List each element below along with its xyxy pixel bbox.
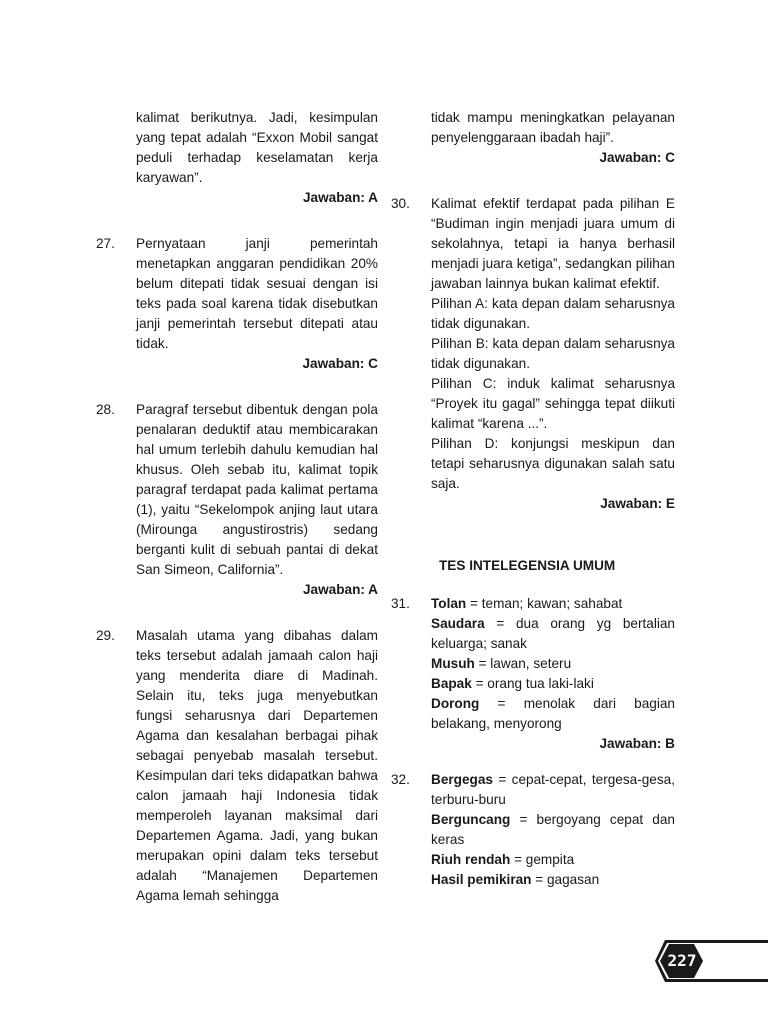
option-a-note: Pilihan A: kata depan dalam seharusnya tidak digunakan. xyxy=(431,296,675,331)
definition-line xyxy=(431,694,675,734)
answer-item-31 xyxy=(391,594,675,754)
definition: = gempita xyxy=(510,852,575,867)
definition-line xyxy=(431,674,675,694)
item-number: 29. xyxy=(96,628,115,643)
definition: = lawan, seteru xyxy=(474,656,572,671)
item-number: 30. xyxy=(391,196,410,211)
term: Saudara xyxy=(431,616,485,631)
answer-item-32 xyxy=(391,770,675,890)
term: Musuh xyxy=(431,656,475,671)
answer-label: Jawaban: B xyxy=(599,736,675,751)
section-title: TES INTELEGENSIA UMUM xyxy=(439,558,616,573)
item-text: Kalimat efektif terdapat pada pilihan E “Budiman ingin menjadi juara umum di sekolahnya, tetapi ia hanya berhasil menjadi juara ketiga”, sedangkan pilihan jawaban lainnya bukan kalimat efektif. xyxy=(431,196,675,291)
answer-26-text: kalimat berikutnya. Jadi, kesimpulan yang tepat adalah “Exxon Mobil sangat peduli terhadap keselamatan kerja karyawan”. xyxy=(136,110,378,185)
term: Riuh rendah xyxy=(431,852,511,867)
answer-label: Jawaban: A xyxy=(302,190,378,205)
definition: = teman; kawan; sahabat xyxy=(466,596,623,611)
definition: = dua orang yg bertalian keluarga; sanak xyxy=(431,616,675,651)
definition-line xyxy=(431,850,675,870)
term: Bergegas xyxy=(431,772,493,787)
item-text: Paragraf tersebut dibentuk dengan pola penalaran deduktif atau membicarakan hal umum terlebih dahulu kemudian hal khusus. Oleh sebab itu, kalimat topik paragraf terdapat pada kalimat pertama (1), yaitu “Sekelompok anjing laut utara (Mirounga angustirostris) sedang berganti kulit di sebuah pantai di dekat San Simeon, California”. xyxy=(136,402,378,577)
definition-line xyxy=(431,810,675,850)
item-text: Masalah utama yang dibahas dalam teks tersebut adalah jamaah calon haji yang menderita diare di Madinah. Selain itu, teks juga menyebutkan fungsi seharusnya dari Departemen Agama dan kesalahan berbagai pihak sebagai penyebab masalah tersebut. Kesimpulan dari teks didapatkan bahwa calon jamaah haji Indonesia tidak memperoleh layanan maksimal dari Departemen Agama. Jadi, yang bukan merupakan opini dalam teks tersebut adalah “Manajemen Departemen Agama lemah sehingga xyxy=(136,628,378,903)
term: Berguncang xyxy=(431,812,511,827)
continued-answer-29 xyxy=(391,108,675,168)
definition-line xyxy=(431,654,675,674)
answer-item-30 xyxy=(391,194,675,514)
answer-label: Jawaban: E xyxy=(600,496,675,511)
answer-29-text: tidak mampu meningkatkan pelayanan penyelenggaraan ibadah haji”. xyxy=(431,110,675,145)
definition: = orang tua laki-laki xyxy=(471,676,594,691)
answer-label: Jawaban: C xyxy=(599,150,675,165)
definition-line xyxy=(431,870,675,890)
option-b-note: Pilihan B: kata depan dalam seharusnya tidak digunakan. xyxy=(431,336,675,371)
item-text: Pernyataan janji pemerintah menetapkan anggaran pendidikan 20% belum ditepati tidak sesuai dengan isi teks pada soal karena tidak disebutkan janji pemerintah tersebut ditepati atau tidak. xyxy=(136,236,378,351)
page-number: 227 xyxy=(667,951,697,970)
definition-line xyxy=(431,614,675,654)
item-number: 31. xyxy=(391,596,410,611)
term: Dorong xyxy=(431,696,480,711)
left-column xyxy=(96,108,378,906)
definition: = cepat-cepat, tergesa-gesa, terburu-buru xyxy=(431,772,675,807)
definition-line xyxy=(431,770,675,810)
right-column xyxy=(391,108,675,890)
answer-item-27 xyxy=(96,234,378,374)
item-number: 32. xyxy=(391,772,410,787)
answer-item-28 xyxy=(96,400,378,600)
page-number-badge xyxy=(654,939,768,983)
item-number: 28. xyxy=(96,402,115,417)
term: Tolan xyxy=(431,596,467,611)
item-number: 27. xyxy=(96,236,115,251)
term: Bapak xyxy=(431,676,472,691)
continued-answer-26 xyxy=(96,108,378,208)
answer-label: Jawaban: A xyxy=(302,582,378,597)
answer-item-29 xyxy=(96,626,378,906)
option-c-note: Pilihan C: induk kalimat seharusnya “Proyek itu gagal” sehingga tepat diikuti kalimat “karena ...”. xyxy=(431,376,675,431)
answer-label: Jawaban: C xyxy=(302,356,378,371)
term: Hasil pemikiran xyxy=(431,872,532,887)
definition: = menolak dari bagian belakang, menyorong xyxy=(431,696,675,731)
definition-line xyxy=(431,594,675,614)
definition: = bergoyang cepat dan keras xyxy=(431,812,675,847)
option-d-note: Pilihan D: konjungsi meskipun dan tetapi seharusnya digunakan salah satu saja. xyxy=(431,436,675,491)
definition: = gagasan xyxy=(531,872,600,887)
